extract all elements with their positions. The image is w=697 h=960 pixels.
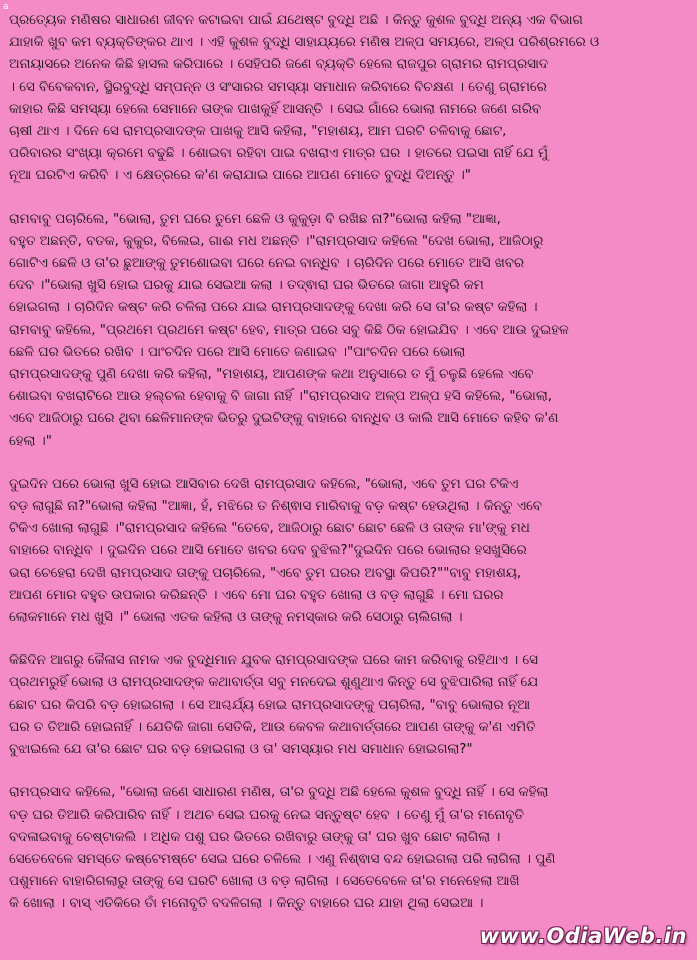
- corner-mark: a: [3, 2, 9, 12]
- text-line: ପ୍ରତ୍ୟେକ ମଣିଷର ସାଧାରଣ ଜୀବନ କଟାଇବା ପାଇଁ ଯଥେଷ୍ଟ ବୁଦ୍ଧି ଅଛି । କିନ୍ତୁ କୁଶଳ ବୁଦ୍ଧି ଅନ୍ୟ ଏକ ବିଭାଗ: [9, 13, 583, 28]
- text-line: ପ୍ରଥମରୁହିଁ ଭୋଲା ଓ ରାମପ୍ରସାଦଙ୍କ କଥାବାର୍ତ୍ତା ସବୁ ମନଦେଇ ଶୁଣୁଥାଏ କିନ୍ତୁ ସେ ବୁଝିପାରିଲା ନାହିଁ ଯେ: [9, 675, 539, 691]
- text-line: ଦୁଇଦିନ ପରେ ଭୋଲା ଖୁସି ହୋଇ ଆସିବାର ଦେଖି ରାମପ୍ରସାଦ କହିଲେ, "ଭୋଲା, ଏବେ ତୁମ ଘର ଟିକିଏ: [9, 476, 519, 492]
- text-line: ରାମପ୍ରସାଦ କହିଲେ, "ଭୋଲା ଜଣେ ସାଧାରଣ ମଣିଷ, ତା'ର ବୁଦ୍ଧି ଅଛି ହେଲେ କୁଶଳ ବୁଦ୍ଧି ନାହିଁ । ସେ କହିଲା: [9, 785, 549, 801]
- text-line: ନୂଆ ଘରଟିଏ କରିବି । ଏ କ୍ଷେତ୍ରରେ କ'ଣ କରାଯାଇ ପାରେ ଆପଣ ମୋତେ ବୁଦ୍ଧି ଦିଅନ୍ତୁ ।": [9, 168, 471, 184]
- text-line: ରାମବାବୁ କହିଲେ, "ପ୍ରଥମେ ପ୍ରଥମେ କଷ୍ଟ ହେବ, ମାତ୍ର ପରେ ସବୁ କିଛି ଠିକ ହୋଇଯିବ । ଏବେ ଆଉ ଦୁଇହଳ: [9, 322, 569, 338]
- text-line: ପରିବାରର ସଂଖ୍ୟା କ୍ରମେ ବଢୁଛି । ଶୋଇବା ରହିବା ପାଇ ବଖରାଏ ମାତ୍ର ଘର । ହାତରେ ପଇସା ନାହିଁ ଯେ ମୁଁ: [9, 146, 548, 162]
- paragraph-moral: [9, 782, 687, 915]
- text-line: ଲୋକମାନେ ମଧ ଖୁସି ।" ଭୋଲା ଏତକ କହିଲା ଓ ତାଙ୍କୁ ନମସ୍କାର କରି ସେଠାରୁ ଚାଲିଗଲା ।: [9, 610, 463, 626]
- paragraph-intro: [9, 10, 687, 188]
- text-line: ଅନାୟାସରେ ଅନେକ କିଛି ହାସଲ କରିପାରେ । ସେହିପରି ଜଣେ ବ୍ୟକ୍ତି ହେଲେ ରାଜପୁର ଗ୍ରାମର ରାମପ୍ରସାଦ: [9, 57, 549, 73]
- text-line: ହୋଇଗଲା । ଚାରିଦିନ କଷ୍ଟ କରି ଚଳିଲା ପରେ ଯାଇ ରାମପ୍ରସାଦଙ୍କୁ ଦେଖା କରି ସେ ତା'ର କଷ୍ଟ କହିଲା ।: [9, 300, 538, 316]
- text-line: ରାମବାବୁ ପଚାରିଲେ, "ଭୋଲା, ତୁମ ଘରେ ତୁମେ ଛେଳି ଓ କୁକୁଡ଼ା ବି ରଖିଛ ନା?"ଭୋଲା କହିଲା "ଆଜ୍ଞା,: [9, 211, 501, 227]
- text-line: ଯାହାକି ଖୁବ କମ ବ୍ୟକ୍ତିଙ୍କର ଥାଏ । ଏହି କୁଶଳ ବୁଦ୍ଧି ସାହାଯ୍ୟରେ ମଣିଷ ଅଳ୍ପ ସମୟରେ, ଅଳ୍ପ ପରିଶ୍ରମରେ ଓ: [9, 35, 600, 51]
- text-line: ଛେଳି ଘର ଭିତରେ ରଖିବ । ପାଂଚଦିନ ପରେ ଆସି ମୋତେ ଜଣାଇବ ।"ପାଂଚଦିନ ପରେ ଭୋଲା: [9, 344, 466, 360]
- paragraph-goats: [9, 209, 687, 453]
- text-line: ବଡ଼ ଲାଗୁଛି ନା?"ଭୋଲା କହିଲା "ଆଜ୍ଞା, ହଁ, ମଝିରେ ତ ନିଶ୍ଵାସ ମାରିବାକୁ ବଡ଼ କଷ୍ଟ ହେଉଥିଲା । କିନ୍ତୁ ଏବେ: [9, 499, 542, 515]
- text-line: ଦେବ ।"ଭୋଲା ଖୁସି ହୋଇ ଘରକୁ ଯାଇ ସେଇଆ କଲା । ତଦ୍ଵାରା ଘର ଭିତରେ ଜାଗା ଆହୁରି କମ: [9, 278, 484, 294]
- text-line: ଶୋଇବା ବଖରାଟିରେ ଆଉ ହଲ୍‌ଚଲ ହେବାକୁ ବି ଜାଗା ନାହିଁ ।"ରାମପ୍ରସାଦ ଅଳ୍ପ ଅଳ୍ପ ହସି କହିଲେ, "ଭୋଲା,: [9, 389, 552, 405]
- text-line: ଟିକିଏ ଖୋଲା ଲାଗୁଛି ।"ରାମପ୍ରସାଦ କହିଲେ "ତେବେ, ଆଜିଠାରୁ ଛୋଟ ଛୋଟ ଛେଳି ଓ ତାଙ୍କ ମା'ଙ୍କୁ ମଧ: [9, 521, 530, 537]
- text-line: ଚାଷୀ ଥାଏ । ଦିନେ ସେ ରାମପ୍ରସାଦଙ୍କ ପାଖକୁ ଆସି କହିଲା, "ମହାଶୟ, ଆମ ଘରଟି ଚଳିବାକୁ ଛୋଟ,: [9, 124, 507, 140]
- text-line: ସେତେବେଳେ ସମସ୍ତେ କଷ୍ଟେମଷ୍ଟେ ସେଇ ଘରେ ଚଳିଲେ । ଏଣୁ ନିଶ୍ଵାସ ବନ୍ଦ ହୋଇଗଲା ପରି ଲାଗିଲା । ପୁଣି: [9, 851, 556, 867]
- text-line: ଭରା ଚେହେରା ଦେଖି ରାମପ୍ରସାଦ ତାଙ୍କୁ ପଚାରିଲେ, "ଏବେ ତୁମ ଘରର ଅବସ୍ଥା କିପରି?""ବାବୁ ମହାଶୟ,: [9, 565, 522, 581]
- text-line: ଛୋଟ ଘର କିପରି ବଡ଼ ହୋଇଗଲା । ସେ ଆଶ୍ଚର୍ଯ୍ୟ ହୋଇ ରାମପ୍ରସାଦଙ୍କୁ ପଚାରିଲା, "ବାବୁ ଭୋଲାର ନୂଆ: [9, 697, 531, 713]
- text-line: ଗୋଟିଏ ଛେଳି ଓ ତା'ର ଛୁଆଙ୍କୁ ତୁମଶୋଇବା ଘରେ ନେଇ ବାନ୍ଧିବ । ଚାରିଦିନ ପରେ ମୋତେ ଆସି ଖବର: [9, 256, 525, 272]
- text-line: କି ଖୋଲା । ବାସ୍ ଏତିକିରେ ତାଁ ମନୋବୃତି ବଦଳିଗଲା । କିନ୍ତୁ ବାହାରେ ଘର ଯାହା ଥିଲା ସେଇଆ ।: [9, 896, 484, 912]
- text-line: କାହାର କିଛି ସମସ୍ୟା ହେଲେ ସେମାନେ ତାଙ୍କ ପାଖକୁହିଁ ଆସନ୍ତି । ସେଇ ଗାଁରେ ଭୋଲା ନାମରେ ଜଣେ ଗରିବ: [9, 101, 541, 117]
- text-line: ଘର ତ ତିଆରି ହୋଇନାହିଁ । ଯେତିକି ଜାଗା ସେତିକି, ଆଉ କେବଳ କଥାବାର୍ତ୍ତାରେ ଆପଣ ତାଙ୍କୁ କ'ଣ ଏମିତି: [9, 719, 536, 735]
- text-line: ବଦଳାଇବାକୁ ଚେଷ୍ଟାକଲି । ଅଧିକ ପଶୁ ଘର ଭିତରେ ରଖିବାରୁ ତାଙ୍କୁ ତା' ଘର ଖୁବ ଛୋଟ ଲାଗିଲା ।: [9, 829, 501, 845]
- text-line: କିଛିଦିନ ଆଗରୁ କୈଳାସ ନାମକ ଏକ ବୁଦ୍ଧିମାନ ଯୁବକ ରାମପ୍ରସାଦଙ୍କ ଘରେ କାମ କରିବାକୁ ରହିଥାଏ । ସେ: [9, 653, 538, 669]
- text-line: ଆପଣ ମୋର ବହୁତ ଉପକାର କରିଛନ୍ତି । ଏବେ ମୋ ଘର ବହୁତ ଖୋଲା ଓ ବଡ଼ ଲାଗୁଛି । ମୋ ଘରର: [9, 587, 504, 603]
- text-line: । ସେ ବିବେକବାନ, ସ୍ଥିରବୁଦ୍ଧି ସମ୍ପନ୍ନ ଓ ସଂସାରର ସମସ୍ୟା ସମାଧାନ କରିବାରେ ବିଚକ୍ଷଣ । ତେଣୁ ଗ୍ରାମରେ: [9, 79, 547, 95]
- text-line: ବାହାରେ ବାନ୍ଧିବ । ଦୁଇଦିନ ପରେ ଆସି ମୋତେ ଖବର ଦେବ ବୁଝିଲ?"ଦୁଇଦିନ ପରେ ଭୋଲାର ହସଖୁସିରେ: [9, 543, 527, 559]
- text-line: ବଡ଼ ଘର ତିଆରି କରିପାରିବ ନାହିଁ । ଅଥଚ ସେଇ ଘରକୁ ନେଇ ସନ୍ତୁଷ୍ଟ ହେବ । ତେଣୁ ମୁଁ ତା'ର ମନୋବୃତି: [9, 807, 524, 823]
- text-line: ପଶୁମାନେ ବାହାରିଗଲାରୁ ତାଙ୍କୁ ସେ ଘରଟି ଖୋଲା ଓ ବଡ଼ ଲାଗିଲା । ସେତେବେଳେ ତା'ର ମନେହେଲା ଆଖି: [9, 874, 520, 890]
- text-line: ହେଲା ।": [9, 433, 52, 449]
- text-line: ରାମପ୍ରସାଦଙ୍କୁ ପୁଣି ଦେଖା କରି କହିଲା, "ମହାଶୟ, ଆପଣଙ୍କ କଥା ଅନୁସାରେ ତ ମୁଁ ଚଳୁଛି ହେଲେ ଏବେ: [9, 367, 534, 383]
- text-line: ଏବେ ଆଜିଠାରୁ ଘରେ ଥିବା ଛେଳିମାନଙ୍କ ଭିତରୁ ଦୁଇଟିଙ୍କୁ ବାହାରେ ବାନ୍ଧିବ ଓ କାଲି ଆସି ମୋତେ କହିବ କ'ଣ: [9, 411, 559, 427]
- paragraph-kailash: [9, 650, 687, 761]
- site-watermark: www.OdiaWeb.in: [479, 924, 687, 948]
- text-line: ବହୁତ ଅଛନ୍ତି, ବତକ, କୁକୁର, ବିଲେଇ, ଗାଈ ମଧ ଅଛନ୍ତି ।"ରାମପ୍ରସାଦ କହିଲେ "ଦେଖ ଭୋଲା, ଆଜିଠାରୁ: [9, 233, 544, 249]
- text-line: ବୁଝାଇଲେ ଯେ ତା'ର ଛୋଟ ଘର ବଡ଼ ହୋଇଗଲା ଓ ତା' ସମସ୍ୟାର ମଧ ସମାଧାନ ହୋଇଗଲା?": [9, 742, 473, 758]
- paragraph-relief: [9, 474, 687, 629]
